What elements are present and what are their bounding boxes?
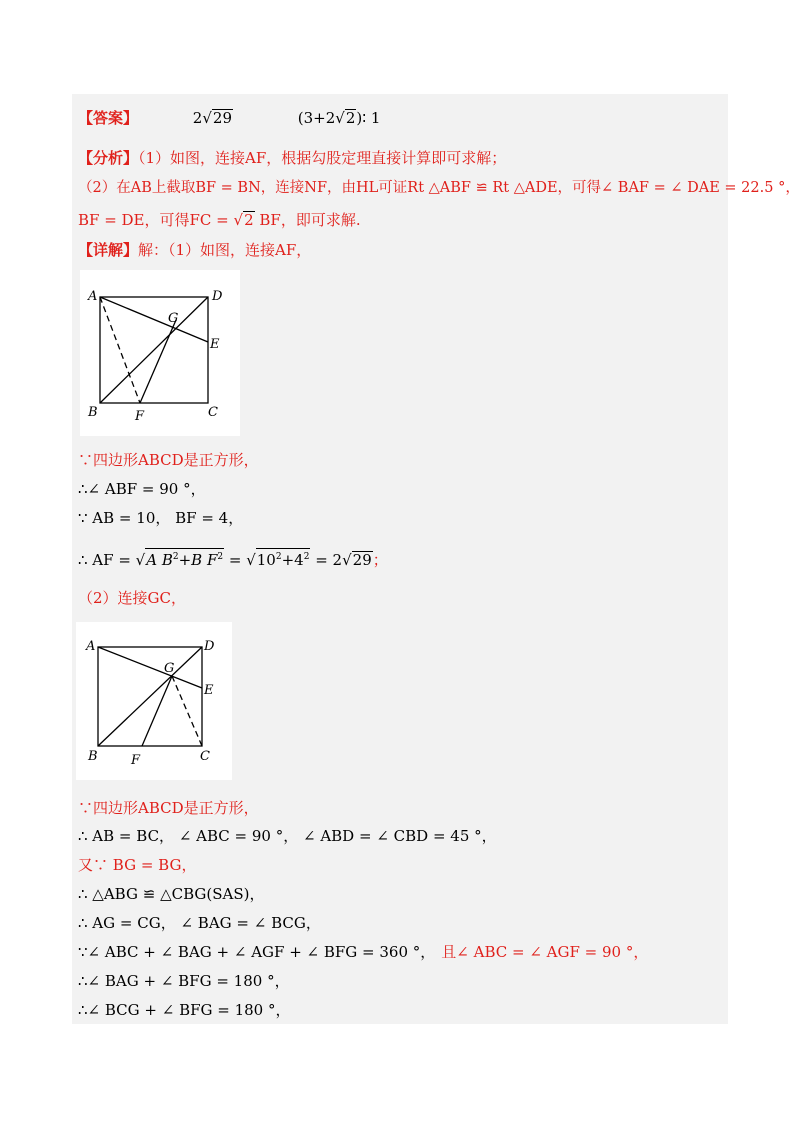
answer-2-radicand: 2 (345, 109, 356, 127)
fig1-line-BD (100, 297, 208, 403)
fig2-line-BD (98, 647, 202, 746)
fig1-label-E: E (210, 337, 220, 352)
fig1-label-C: C (208, 405, 218, 420)
detail-s4-rad2: $10^2+4^2$ (256, 548, 311, 568)
detail-line (78, 240, 311, 260)
fig1-label-B: B (88, 405, 98, 420)
detail-t6-b: 且∠ ABC = ∠ AGF = 90 °， (441, 943, 649, 961)
analysis-tag: 【分析】 (78, 149, 139, 167)
detail-s4-end: ； (372, 551, 388, 569)
analysis-text-3a: BF = DE，可得FC = (78, 211, 234, 229)
detail-part2: （2）连接GC， (78, 589, 187, 607)
detail-s4: ∴ AF = √A $B^2+B$ $F^2 = √10^2+4^2 = 2√29$； (78, 548, 388, 570)
figure-1 (80, 270, 240, 436)
answer-2-post: )∶ 1 (356, 109, 381, 127)
fig1-line-AE (100, 297, 208, 342)
detail-s4-mid: = (224, 551, 247, 569)
fig2-label-F: F (131, 753, 141, 768)
answer-tag: 【答案】 (78, 109, 139, 127)
detail-s4-rad1: A $B^2+B$ $F^2$ (145, 548, 224, 568)
detail-s4-rad3: 29 (352, 551, 372, 569)
detail-t3: 又∵ BG = BG， (78, 856, 197, 874)
detail-t8: ∴∠ BCG + ∠ BFG = 180 °， (78, 1001, 291, 1019)
fig1-label-F: F (135, 409, 145, 424)
detail-t4: ∴ △ABG ≌ △CBG(SAS)， (78, 885, 265, 903)
figure-2-svg (76, 622, 232, 780)
fig2-line-AE (98, 647, 202, 688)
analysis-line-3: BF = DE，可得FC = √2 BF，即可求解. (78, 211, 361, 229)
detail-intro: 解：（1）如图，连接AF， (138, 241, 312, 259)
detail-tag: 【详解】 (78, 241, 139, 259)
detail-t6-a: ∵∠ ABC + ∠ BAG + ∠ AGF + ∠ BFG = 360 °， (78, 943, 436, 961)
analysis-text-1: （1）如图，连接AF，根据勾股定理直接计算即可求解； (138, 149, 507, 167)
analysis-line-2: （2）在AB上截取BF = BN，连接NF，由HL可证Rt △ABF ≌ Rt △ADE，可得∠ BAF = ∠ DAE = 22.5 °， (78, 180, 800, 196)
fig1-line-FG (140, 320, 176, 403)
detail-t5: ∴ AG = CG， ∠ BAG = ∠ BCG， (78, 914, 321, 932)
figure-2 (76, 622, 232, 780)
fig2-label-A: A (86, 639, 96, 654)
analysis-line-1 (78, 148, 506, 168)
fig2-label-C: C (200, 749, 210, 764)
detail-t2: ∴ AB = BC， ∠ ABC = 90 °， ∠ ABD = ∠ CBD = 45 °， (78, 827, 497, 845)
fig1-label-A: A (88, 289, 98, 304)
detail-s2: ∴∠ ABF = 90 °， (78, 480, 206, 498)
detail-s4-a: ∴ AF = (78, 551, 136, 569)
detail-t7: ∴∠ BAG + ∠ BFG = 180 °， (78, 972, 290, 990)
fig1-label-G: G (168, 311, 179, 326)
fig1-label-D: D (212, 289, 223, 304)
answer-2: (3+2√2)∶ 1 (297, 109, 381, 127)
detail-s3: ∵ AB = 10， BF = 4， (78, 509, 244, 527)
detail-s4-b: = 2 (310, 551, 343, 569)
answer-2-pre: (3+2 (297, 109, 336, 127)
answer-line (78, 108, 380, 128)
analysis-text-3b: BF，即可求解. (254, 211, 361, 229)
analysis-radicand: 2 (244, 211, 254, 229)
answer-1: 2√29 (192, 109, 232, 127)
detail-s1: ∵四边形ABCD是正方形， (78, 451, 259, 469)
fig2-label-G: G (164, 661, 175, 676)
fig2-line-FG (142, 676, 172, 746)
detail-t1: ∵四边形ABCD是正方形， (78, 799, 259, 817)
figure-1-svg (80, 270, 240, 436)
detail-t6 (78, 942, 648, 962)
answer-1-radicand: 29 (212, 109, 232, 127)
fig2-label-E: E (204, 683, 214, 698)
fig1-line-AF (100, 297, 140, 403)
fig2-label-D: D (204, 639, 215, 654)
answer-1-coef: 2 (192, 109, 203, 127)
fig2-label-B: B (88, 749, 98, 764)
